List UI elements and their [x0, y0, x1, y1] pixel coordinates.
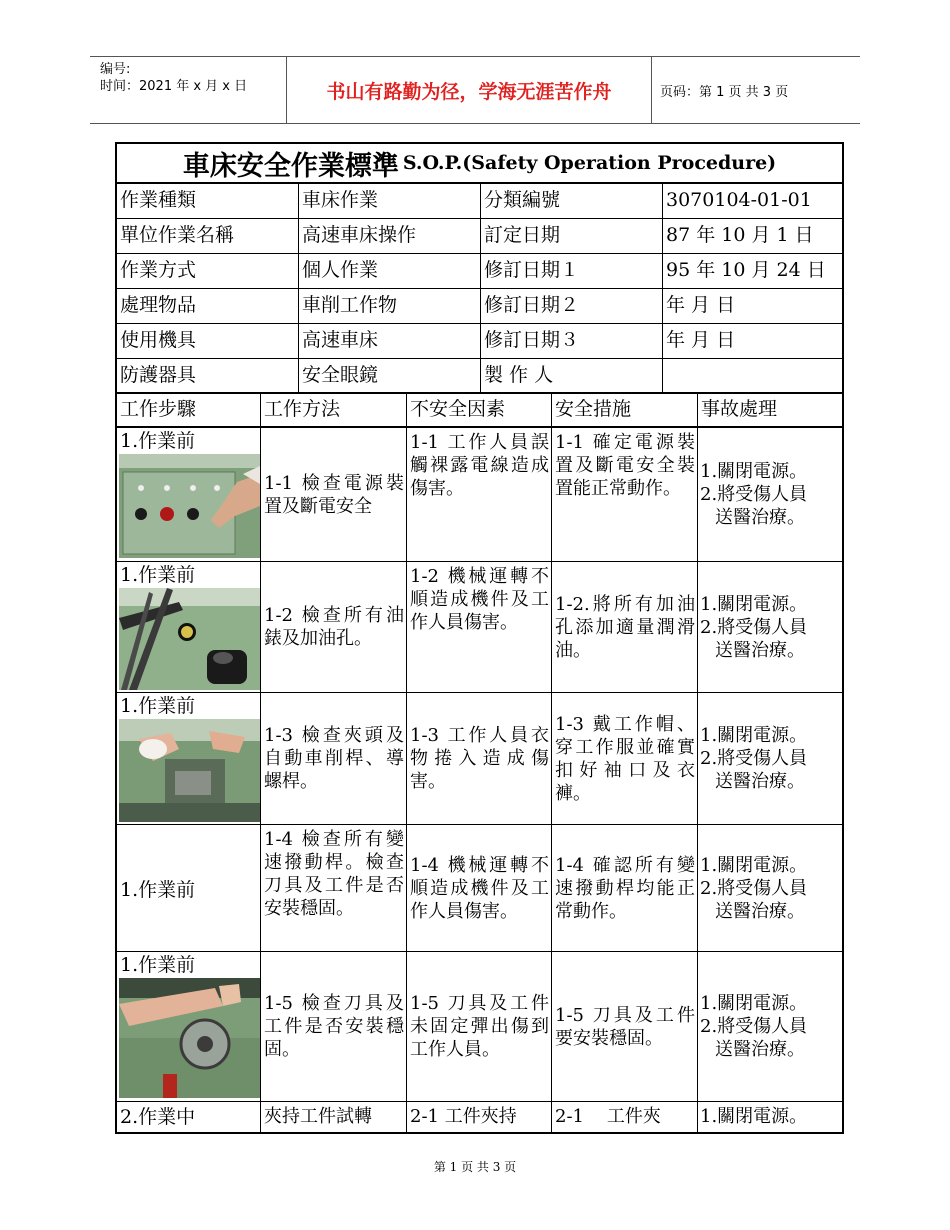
step-cell	[117, 825, 261, 952]
hazard-cell	[407, 693, 552, 825]
page-footer: 第 1 页 共 3 页	[433, 1160, 517, 1174]
measure-text: 1-2.將所有加油孔添加適量潤滑油。	[555, 593, 695, 661]
step-cell	[117, 428, 261, 562]
hazard-text: 1-3 工作人員衣物捲入造成傷害。	[410, 725, 549, 792]
method-text: 1-2 檢查所有油錶及加油孔。	[264, 605, 404, 649]
column-header-step: 工作步驟	[117, 394, 261, 428]
info-value: 3070104-01-01	[663, 184, 842, 219]
step-label: 1.作業前	[120, 430, 196, 452]
info-label: 修訂日期２	[481, 289, 663, 324]
accident-line: 2.將受傷人員	[700, 484, 808, 505]
measure-cell	[552, 1102, 698, 1134]
method-cell	[261, 562, 407, 693]
info-value: 高速車床	[299, 324, 481, 359]
column-header-hazard: 不安全因素	[407, 394, 552, 428]
method-cell	[261, 825, 407, 952]
document-time-label: 时间：2021 年 x 月 x 日	[100, 79, 248, 94]
sop-table	[115, 142, 844, 1134]
step-cell	[117, 562, 261, 693]
step-label: 2.作業中	[120, 1106, 196, 1128]
measure-text: 1-1 確定電源裝置及斷電安全裝置能正常動作。	[555, 432, 695, 499]
method-text: 1-4 檢查所有變速撥動桿。檢查刀具及工件是否安裝穩固。	[264, 829, 404, 919]
accident-line: 送醫治療。	[715, 639, 805, 661]
measure-cell	[552, 428, 698, 562]
hazard-text: 1-4 機械運轉不順造成機件及工作人員傷害。	[410, 854, 549, 922]
measure-text: 1-5 刀具及工件要安裝穩固。	[555, 1004, 695, 1049]
page-header	[90, 56, 860, 124]
info-label: 作業方式	[117, 254, 299, 289]
accident-line: 2.將受傷人員	[700, 748, 808, 769]
info-value: 安全眼鏡	[299, 359, 481, 394]
info-value: 87 年 10 月 1 日	[663, 219, 842, 254]
accident-line: 1.關閉電源。	[700, 461, 808, 482]
measure-text: 1-3 戴工作帽、穿工作服並確實扣好袖口及衣褲。	[555, 713, 695, 804]
method-cell	[261, 693, 407, 825]
step-photo-power-switch	[119, 454, 260, 558]
hazard-cell	[407, 952, 552, 1102]
sop-title-zh: 車床安全作業標準	[182, 150, 399, 182]
step-label: 1.作業前	[120, 954, 196, 976]
accident-line: 1.關閉電源。	[700, 854, 808, 876]
info-label: 單位作業名稱	[117, 219, 299, 254]
step-cell	[117, 693, 261, 825]
info-value: 95 年 10 月 24 日	[663, 254, 842, 289]
method-text: 1-1 檢查電源裝置及斷電安全	[264, 472, 404, 517]
measure-cell	[552, 825, 698, 952]
accident-line: 1.關閉電源。	[700, 993, 808, 1014]
method-text: 1-3 檢查夾頭及自動車削桿、導螺桿。	[264, 725, 404, 792]
info-label: 修訂日期１	[481, 254, 663, 289]
accident-cell	[698, 1102, 842, 1134]
info-label: 製 作 人	[481, 359, 663, 394]
method-text: 1-5 檢查刀具及工件是否安裝穩固。	[264, 993, 404, 1060]
accident-line: 送醫治療。	[715, 771, 805, 792]
step-label: 1.作業前	[120, 564, 196, 586]
info-label: 使用機具	[117, 324, 299, 359]
hazard-text: 1-2 機械運轉不順造成機件及工作人員傷害。	[410, 566, 549, 633]
step-cell	[117, 1102, 261, 1134]
hazard-cell	[407, 1102, 552, 1134]
hazard-text: 1-5 刀具及工件未固定彈出傷到工作人員。	[410, 993, 549, 1060]
document-number-label: 编号:	[100, 62, 131, 77]
hazard-text: 1-1 工作人員誤觸裸露電線造成傷害。	[410, 432, 549, 499]
accident-line: 送醫治療。	[715, 900, 805, 922]
info-label: 處理物品	[117, 289, 299, 324]
accident-line: 送醫治療。	[715, 507, 805, 528]
info-value	[663, 359, 842, 394]
step-label: 1.作業前	[120, 878, 196, 901]
step-photo-tool-check	[119, 978, 260, 1098]
info-value: 年 月 日	[663, 324, 842, 359]
accident-cell	[698, 952, 842, 1102]
method-cell	[261, 1102, 407, 1134]
hazard-cell	[407, 825, 552, 952]
step-photo-chuck-check	[119, 719, 260, 822]
hazard-text: 2-1 工件夾持	[410, 1106, 517, 1127]
sop-title	[117, 144, 842, 184]
accident-line: 2.將受傷人員	[700, 1016, 808, 1037]
info-value: 車削工作物	[299, 289, 481, 324]
info-label: 防護器具	[117, 359, 299, 394]
accident-cell	[698, 693, 842, 825]
method-cell	[261, 428, 407, 562]
method-cell	[261, 952, 407, 1102]
step-cell	[117, 952, 261, 1102]
header-page-info: 页码：第 1 页 共 3 页	[660, 85, 789, 100]
step-label: 1.作業前	[120, 695, 196, 717]
info-label: 作業種類	[117, 184, 299, 219]
info-label: 修訂日期３	[481, 324, 663, 359]
info-value: 個人作業	[299, 254, 481, 289]
method-text: 夾持工件試轉	[264, 1106, 372, 1127]
accident-cell	[698, 825, 842, 952]
measure-text: 1-4 確認所有變速撥動桿均能正常動作。	[555, 854, 695, 922]
info-label: 訂定日期	[481, 219, 663, 254]
info-value: 車床作業	[299, 184, 481, 219]
measure-cell	[552, 693, 698, 825]
header-motto: 书山有路勤为径，学海无涯苦作舟	[286, 57, 652, 123]
info-value: 高速車床操作	[299, 219, 481, 254]
accident-line: 送醫治療。	[715, 1039, 805, 1060]
measure-cell	[552, 562, 698, 693]
sop-title-en: S.O.P.(Safety Operation Procedure)	[402, 152, 777, 174]
column-header-accident: 事故處理	[698, 394, 842, 428]
column-header-method: 工作方法	[261, 394, 407, 428]
info-label: 分類編號	[481, 184, 663, 219]
accident-line: 2.將受傷人員	[700, 877, 808, 899]
measure-text: 2-1 工件夾	[555, 1106, 661, 1127]
column-header-measure: 安全措施	[552, 394, 698, 428]
info-value: 年 月 日	[663, 289, 842, 324]
step-photo-oil-gauge	[119, 588, 260, 690]
accident-line: 1.關閉電源。	[700, 1106, 808, 1127]
header-meta	[100, 61, 247, 95]
accident-line: 2.將受傷人員	[700, 616, 808, 638]
hazard-cell	[407, 562, 552, 693]
hazard-cell	[407, 428, 552, 562]
accident-cell	[698, 428, 842, 562]
measure-cell	[552, 952, 698, 1102]
accident-line: 1.關閉電源。	[700, 593, 808, 615]
accident-line: 1.關閉電源。	[700, 725, 808, 746]
accident-cell	[698, 562, 842, 693]
